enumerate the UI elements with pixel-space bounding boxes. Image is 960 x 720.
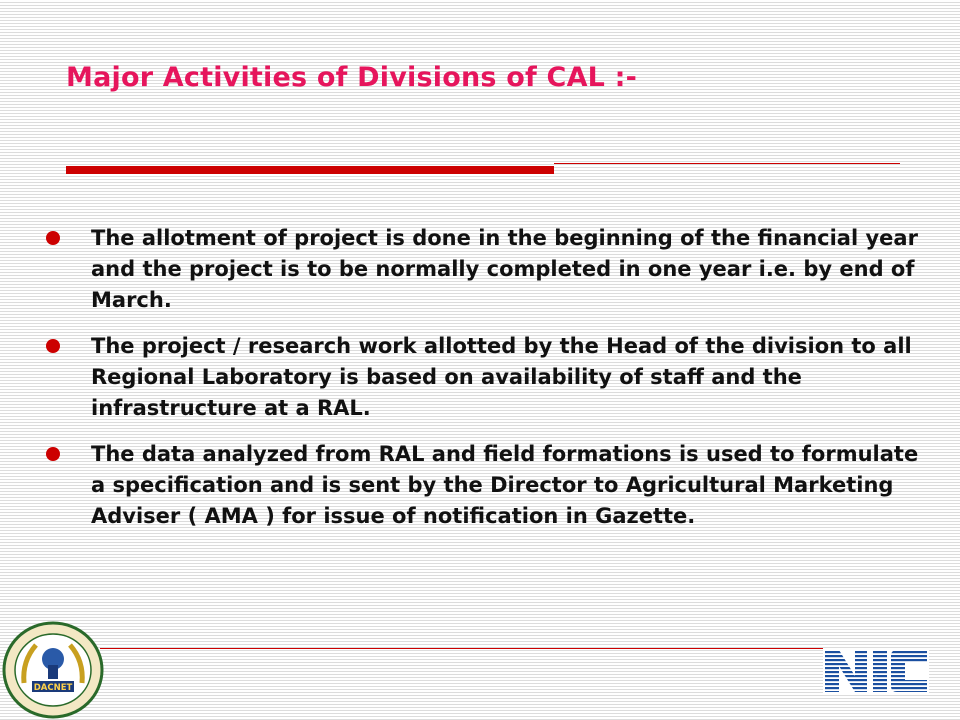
bullet-item <box>44 331 924 424</box>
title-underline-thick <box>66 166 554 174</box>
dacnet-logo-text: DACNET <box>33 683 73 693</box>
bullet-dot-icon <box>46 339 60 353</box>
nic-logo-text: NIC <box>875 677 877 678</box>
bullet-item <box>44 223 924 316</box>
bullet-text: The project / research work allotted by the Head of the division to all Regional Laboratory is based on availability of staff and the infrastructure at a RAL. <box>91 334 912 420</box>
dacnet-emblem-icon <box>2 621 104 719</box>
bullet-list <box>44 223 924 547</box>
bullet-dot-icon <box>46 231 60 245</box>
footer-divider <box>100 648 824 649</box>
bullet-item <box>44 439 924 532</box>
bullet-text: The allotment of project is done in the beginning of the financial year and the project is to be normally completed in one year i.e. by end of March. <box>91 226 918 312</box>
bullet-dot-icon <box>46 447 60 461</box>
nic-logo-icon <box>823 647 929 695</box>
slide-title: Major Activities of Divisions of CAL :- <box>66 62 638 93</box>
bullet-text: The data analyzed from RAL and field formations is used to formulate a specification and is sent by the Director to Agricultural Marketing Adviser ( AMA ) for issue of notification in Gazette. <box>91 442 919 528</box>
title-underline-thin <box>554 163 900 164</box>
